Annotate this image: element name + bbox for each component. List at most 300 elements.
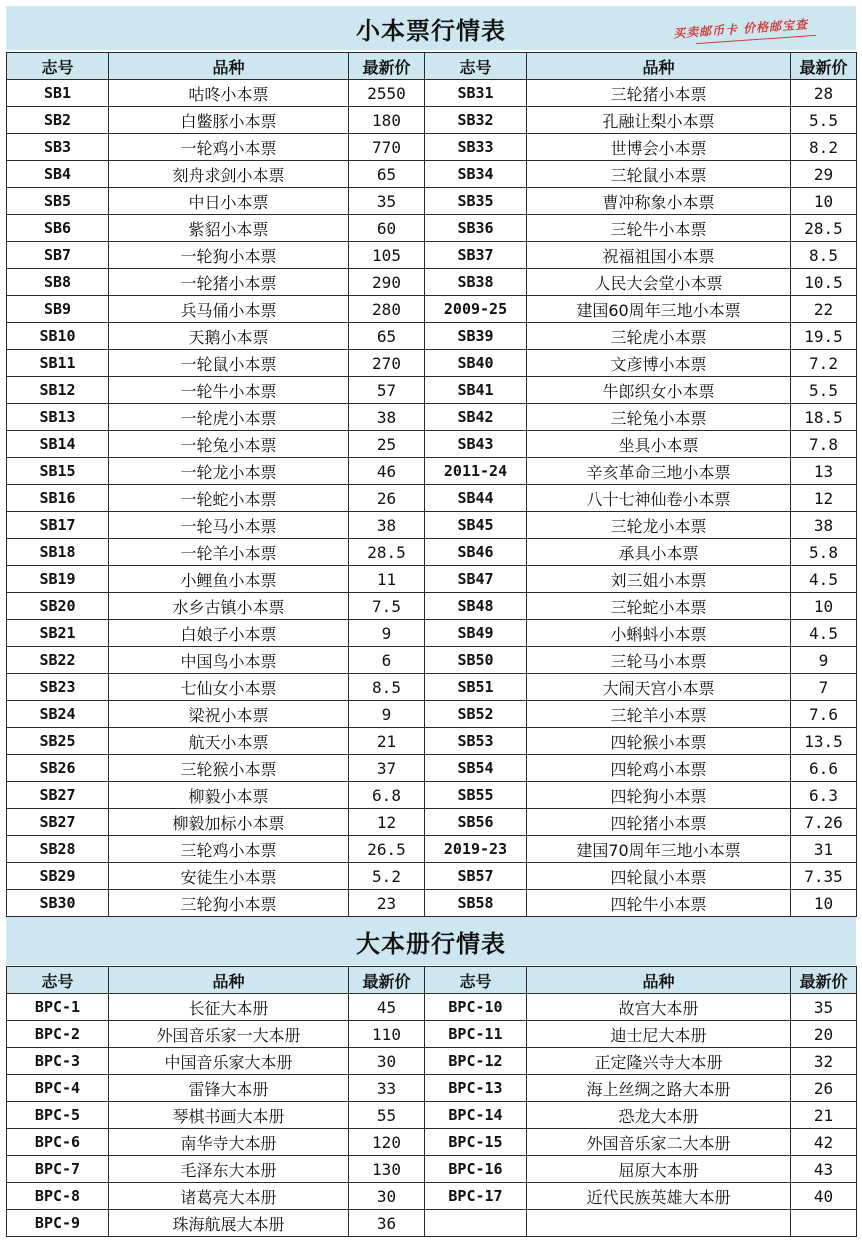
small-sheet-cell-price: 8.2 xyxy=(791,134,857,161)
small-sheet-table-row xyxy=(7,728,857,755)
small-sheet-cell-name: 三轮羊小本票 xyxy=(527,701,791,728)
small-sheet-cell-code: SB10 xyxy=(7,323,109,350)
small-sheet-cell-code: SB9 xyxy=(7,296,109,323)
small-sheet-table-row xyxy=(7,809,857,836)
small-sheet-cell-price: 10 xyxy=(791,188,857,215)
small-sheet-cell-name: 三轮鼠小本票 xyxy=(527,161,791,188)
booklet-table xyxy=(6,966,857,1237)
small-sheet-cell-name: 柳毅小本票 xyxy=(109,782,349,809)
booklet-cell-name: 琴棋书画大本册 xyxy=(109,1102,349,1129)
small-sheet-cell-code: SB42 xyxy=(425,404,527,431)
small-sheet-cell-code: SB21 xyxy=(7,620,109,647)
small-sheet-cell-name: 航天小本票 xyxy=(109,728,349,755)
small-sheet-cell-code: SB6 xyxy=(7,215,109,242)
small-sheet-cell-code: SB7 xyxy=(7,242,109,269)
small-sheet-cell-price: 4.5 xyxy=(791,620,857,647)
small-sheet-cell-price: 11 xyxy=(349,566,425,593)
small-sheet-cell-name: 曹冲称象小本票 xyxy=(527,188,791,215)
small-sheet-cell-price: 13.5 xyxy=(791,728,857,755)
booklet-cell-name: 珠海航展大本册 xyxy=(109,1210,349,1237)
booklet-cell-code: BPC-14 xyxy=(425,1102,527,1129)
small-sheet-table-row xyxy=(7,539,857,566)
small-sheet-table-row xyxy=(7,701,857,728)
small-sheet-cell-code: SB22 xyxy=(7,647,109,674)
booklet-cell-code: BPC-15 xyxy=(425,1129,527,1156)
small-sheet-table-row xyxy=(7,242,857,269)
small-sheet-cell-price: 7.8 xyxy=(791,431,857,458)
small-sheet-table-row xyxy=(7,836,857,863)
small-sheet-cell-name: 三轮虎小本票 xyxy=(527,323,791,350)
small-sheet-cell-code: SB46 xyxy=(425,539,527,566)
small-sheet-cell-code: SB55 xyxy=(425,782,527,809)
booklet-header-cell: 品种 xyxy=(527,967,791,994)
small-sheet-cell-code: SB51 xyxy=(425,674,527,701)
booklet-cell-price: 120 xyxy=(349,1129,425,1156)
small-sheet-cell-name: 小蝌蚪小本票 xyxy=(527,620,791,647)
small-sheet-table-row xyxy=(7,674,857,701)
small-sheet-cell-price: 28.5 xyxy=(791,215,857,242)
small-sheet-cell-code: SB23 xyxy=(7,674,109,701)
small-sheet-cell-code: SB54 xyxy=(425,755,527,782)
small-sheet-cell-code: SB30 xyxy=(7,890,109,917)
small-sheet-header-cell: 最新价 xyxy=(791,53,857,80)
small-sheet-cell-code: SB17 xyxy=(7,512,109,539)
small-sheet-table-row xyxy=(7,404,857,431)
small-sheet-cell-price: 28 xyxy=(791,80,857,107)
small-sheet-cell-price: 7.5 xyxy=(349,593,425,620)
small-sheet-cell-name: 建国70周年三地小本票 xyxy=(527,836,791,863)
small-sheet-cell-name: 孔融让梨小本票 xyxy=(527,107,791,134)
small-sheet-cell-code: SB4 xyxy=(7,161,109,188)
small-sheet-cell-code: SB49 xyxy=(425,620,527,647)
small-sheet-cell-name: 一轮马小本票 xyxy=(109,512,349,539)
small-sheet-cell-name: 白娘子小本票 xyxy=(109,620,349,647)
booklet-cell-price: 110 xyxy=(349,1021,425,1048)
small-sheet-cell-code: SB32 xyxy=(425,107,527,134)
booklet-table-row xyxy=(7,994,857,1021)
small-sheet-cell-price: 5.5 xyxy=(791,377,857,404)
small-sheet-cell-code: SB8 xyxy=(7,269,109,296)
small-sheet-cell-price: 2550 xyxy=(349,80,425,107)
small-sheet-cell-name: 柳毅加标小本票 xyxy=(109,809,349,836)
small-sheet-cell-name: 八十七神仙卷小本票 xyxy=(527,485,791,512)
booklet-header-cell: 志号 xyxy=(425,967,527,994)
booklet-table-row xyxy=(7,1156,857,1183)
small-sheet-table-row xyxy=(7,296,857,323)
small-sheet-cell-code: SB37 xyxy=(425,242,527,269)
small-sheet-cell-price: 22 xyxy=(791,296,857,323)
small-sheet-cell-price: 38 xyxy=(349,404,425,431)
small-sheet-cell-code: SB27 xyxy=(7,809,109,836)
small-sheet-cell-price: 28.5 xyxy=(349,539,425,566)
booklet-table-row xyxy=(7,1048,857,1075)
small-sheet-cell-price: 5.8 xyxy=(791,539,857,566)
small-sheet-cell-code: SB35 xyxy=(425,188,527,215)
small-sheet-cell-price: 5.5 xyxy=(791,107,857,134)
small-sheet-table-row xyxy=(7,485,857,512)
booklet-cell-price: 42 xyxy=(791,1129,857,1156)
small-sheet-cell-price: 6.8 xyxy=(349,782,425,809)
booklet-table-row xyxy=(7,1102,857,1129)
small-sheet-cell-name: 一轮猪小本票 xyxy=(109,269,349,296)
booklet-cell-code: BPC-7 xyxy=(7,1156,109,1183)
small-sheet-cell-price: 105 xyxy=(349,242,425,269)
small-sheet-cell-code: SB56 xyxy=(425,809,527,836)
watermark-text: 买卖邮币卡 价格邮宝查 xyxy=(672,17,809,41)
booklet-cell-code: BPC-9 xyxy=(7,1210,109,1237)
small-sheet-cell-price: 25 xyxy=(349,431,425,458)
small-sheet-cell-price: 8.5 xyxy=(791,242,857,269)
small-sheet-cell-price: 57 xyxy=(349,377,425,404)
small-sheet-cell-price: 19.5 xyxy=(791,323,857,350)
booklet-header-cell: 志号 xyxy=(7,967,109,994)
small-sheet-cell-code: SB39 xyxy=(425,323,527,350)
small-sheet-cell-code: SB52 xyxy=(425,701,527,728)
small-sheet-cell-name: 文彦博小本票 xyxy=(527,350,791,377)
small-sheet-cell-name: 中日小本票 xyxy=(109,188,349,215)
booklet-cell-name: 外国音乐家一大本册 xyxy=(109,1021,349,1048)
small-sheet-cell-name: 辛亥革命三地小本票 xyxy=(527,458,791,485)
booklet-cell-price: 32 xyxy=(791,1048,857,1075)
small-sheet-table-row xyxy=(7,350,857,377)
small-sheet-cell-name: 四轮鸡小本票 xyxy=(527,755,791,782)
small-sheet-cell-name: 一轮狗小本票 xyxy=(109,242,349,269)
small-sheet-cell-price: 7.35 xyxy=(791,863,857,890)
booklet-cell-price: 43 xyxy=(791,1156,857,1183)
small-sheet-cell-price: 46 xyxy=(349,458,425,485)
small-sheet-cell-code: SB24 xyxy=(7,701,109,728)
small-sheet-table-row xyxy=(7,134,857,161)
small-sheet-cell-price: 9 xyxy=(349,620,425,647)
small-sheet-cell-price: 37 xyxy=(349,755,425,782)
small-sheet-cell-code: SB38 xyxy=(425,269,527,296)
small-sheet-cell-name: 三轮牛小本票 xyxy=(527,215,791,242)
booklet-header-row xyxy=(7,967,857,994)
small-sheet-cell-name: 一轮羊小本票 xyxy=(109,539,349,566)
small-sheet-cell-name: 七仙女小本票 xyxy=(109,674,349,701)
small-sheet-table-row xyxy=(7,782,857,809)
booklet-header-cell: 最新价 xyxy=(349,967,425,994)
small-sheet-table-row xyxy=(7,890,857,917)
small-sheet-table-row xyxy=(7,377,857,404)
small-sheet-cell-code: SB15 xyxy=(7,458,109,485)
small-sheet-cell-code: SB25 xyxy=(7,728,109,755)
booklet-cell-name: 故宫大本册 xyxy=(527,994,791,1021)
small-sheet-header-cell: 品种 xyxy=(527,53,791,80)
small-sheet-cell-code: 2011-24 xyxy=(425,458,527,485)
small-sheet-cell-name: 三轮猪小本票 xyxy=(527,80,791,107)
small-sheet-cell-code: SB41 xyxy=(425,377,527,404)
small-sheet-cell-name: 一轮鼠小本票 xyxy=(109,350,349,377)
small-sheet-cell-code: SB16 xyxy=(7,485,109,512)
small-sheet-cell-price: 6 xyxy=(349,647,425,674)
small-sheet-cell-code: SB47 xyxy=(425,566,527,593)
booklet-cell-name: 中国音乐家大本册 xyxy=(109,1048,349,1075)
small-sheet-cell-name: 一轮兔小本票 xyxy=(109,431,349,458)
small-sheet-cell-name: 一轮虎小本票 xyxy=(109,404,349,431)
booklet-cell-code: BPC-16 xyxy=(425,1156,527,1183)
small-sheet-cell-price: 10 xyxy=(791,890,857,917)
booklet-cell-name: 毛泽东大本册 xyxy=(109,1156,349,1183)
booklet-cell-code xyxy=(425,1210,527,1237)
small-sheet-table-row xyxy=(7,566,857,593)
booklet-table-row xyxy=(7,1021,857,1048)
small-sheet-table-row xyxy=(7,755,857,782)
small-sheet-cell-name: 坐具小本票 xyxy=(527,431,791,458)
small-sheet-cell-code: SB11 xyxy=(7,350,109,377)
small-sheet-table-row xyxy=(7,323,857,350)
small-sheet-cell-price: 12 xyxy=(791,485,857,512)
small-sheet-cell-name: 四轮鼠小本票 xyxy=(527,863,791,890)
small-sheet-cell-code: SB26 xyxy=(7,755,109,782)
booklet-cell-price: 30 xyxy=(349,1048,425,1075)
booklet-cell-name: 屈原大本册 xyxy=(527,1156,791,1183)
small-sheet-cell-name: 中国鸟小本票 xyxy=(109,647,349,674)
small-sheet-cell-price: 9 xyxy=(791,647,857,674)
booklet-title: 大本册行情表 xyxy=(356,929,506,958)
booklet-cell-code: BPC-5 xyxy=(7,1102,109,1129)
small-sheet-cell-code: SB58 xyxy=(425,890,527,917)
booklet-cell-price: 55 xyxy=(349,1102,425,1129)
booklet-cell-price: 130 xyxy=(349,1156,425,1183)
small-sheet-cell-price: 38 xyxy=(791,512,857,539)
small-sheet-cell-price: 180 xyxy=(349,107,425,134)
small-sheet-cell-code: SB1 xyxy=(7,80,109,107)
small-sheet-cell-name: 一轮鸡小本票 xyxy=(109,134,349,161)
small-sheet-cell-name: 安徒生小本票 xyxy=(109,863,349,890)
booklet-cell-price: 40 xyxy=(791,1183,857,1210)
small-sheet-table-row xyxy=(7,512,857,539)
small-sheet-cell-name: 天鹅小本票 xyxy=(109,323,349,350)
booklet-cell-name: 近代民族英雄大本册 xyxy=(527,1183,791,1210)
small-sheet-cell-name: 水乡古镇小本票 xyxy=(109,593,349,620)
small-sheet-table-row xyxy=(7,863,857,890)
small-sheet-cell-price: 8.5 xyxy=(349,674,425,701)
booklet-cell-name: 外国音乐家二大本册 xyxy=(527,1129,791,1156)
small-sheet-cell-name: 三轮兔小本票 xyxy=(527,404,791,431)
booklet-header-cell: 最新价 xyxy=(791,967,857,994)
booklet-cell-name: 正定隆兴寺大本册 xyxy=(527,1048,791,1075)
booklet-table-row xyxy=(7,1183,857,1210)
small-sheet-table-row xyxy=(7,458,857,485)
booklet-cell-price: 20 xyxy=(791,1021,857,1048)
booklet-table-row xyxy=(7,1210,857,1237)
small-sheet-cell-price: 10.5 xyxy=(791,269,857,296)
small-sheet-cell-price: 7.6 xyxy=(791,701,857,728)
booklet-cell-name: 海上丝绸之路大本册 xyxy=(527,1075,791,1102)
small-sheet-cell-code: SB34 xyxy=(425,161,527,188)
small-sheet-cell-name: 世博会小本票 xyxy=(527,134,791,161)
small-sheet-cell-name: 三轮马小本票 xyxy=(527,647,791,674)
booklet-cell-code: BPC-13 xyxy=(425,1075,527,1102)
small-sheet-cell-price: 21 xyxy=(349,728,425,755)
small-sheet-cell-code: SB20 xyxy=(7,593,109,620)
small-sheet-cell-code: SB31 xyxy=(425,80,527,107)
booklet-cell-code: BPC-11 xyxy=(425,1021,527,1048)
small-sheet-table-row xyxy=(7,620,857,647)
small-sheet-cell-price: 18.5 xyxy=(791,404,857,431)
booklet-cell-name: 雷锋大本册 xyxy=(109,1075,349,1102)
booklet-cell-price: 30 xyxy=(349,1183,425,1210)
small-sheet-cell-price: 31 xyxy=(791,836,857,863)
booklet-cell-name: 长征大本册 xyxy=(109,994,349,1021)
booklet-cell-code: BPC-8 xyxy=(7,1183,109,1210)
small-sheet-cell-name: 白鳖豚小本票 xyxy=(109,107,349,134)
small-sheet-header-cell: 品种 xyxy=(109,53,349,80)
small-sheet-cell-name: 四轮牛小本票 xyxy=(527,890,791,917)
small-sheet-cell-name: 三轮鸡小本票 xyxy=(109,836,349,863)
booklet-cell-name: 迪士尼大本册 xyxy=(527,1021,791,1048)
booklet-cell-code: BPC-4 xyxy=(7,1075,109,1102)
small-sheet-table-row xyxy=(7,593,857,620)
small-sheet-cell-name: 刻舟求剑小本票 xyxy=(109,161,349,188)
booklet-cell-code: BPC-12 xyxy=(425,1048,527,1075)
small-sheet-cell-code: SB50 xyxy=(425,647,527,674)
small-sheet-cell-price: 12 xyxy=(349,809,425,836)
booklet-cell-price: 36 xyxy=(349,1210,425,1237)
booklet-table-row xyxy=(7,1129,857,1156)
small-sheet-table-row xyxy=(7,431,857,458)
small-sheet-table-row xyxy=(7,269,857,296)
small-sheet-cell-name: 梁祝小本票 xyxy=(109,701,349,728)
small-sheet-table-row xyxy=(7,80,857,107)
small-sheet-cell-code: SB19 xyxy=(7,566,109,593)
small-sheet-cell-price: 7.26 xyxy=(791,809,857,836)
small-sheet-cell-code: SB29 xyxy=(7,863,109,890)
small-sheet-cell-name: 咕咚小本票 xyxy=(109,80,349,107)
small-sheet-cell-name: 三轮狗小本票 xyxy=(109,890,349,917)
small-sheet-cell-name: 刘三姐小本票 xyxy=(527,566,791,593)
small-sheet-cell-name: 四轮狗小本票 xyxy=(527,782,791,809)
booklet-cell-code: BPC-17 xyxy=(425,1183,527,1210)
small-sheet-cell-price: 270 xyxy=(349,350,425,377)
small-sheet-table-row xyxy=(7,107,857,134)
booklet-cell-name: 恐龙大本册 xyxy=(527,1102,791,1129)
small-sheet-cell-name: 小鲤鱼小本票 xyxy=(109,566,349,593)
booklet-table-row xyxy=(7,1075,857,1102)
small-sheet-cell-price: 26 xyxy=(349,485,425,512)
small-sheet-cell-code: SB28 xyxy=(7,836,109,863)
booklet-cell-code: BPC-10 xyxy=(425,994,527,1021)
small-sheet-cell-code: SB3 xyxy=(7,134,109,161)
small-sheet-cell-code: 2009-25 xyxy=(425,296,527,323)
booklet-cell-price xyxy=(791,1210,857,1237)
small-sheet-cell-price: 13 xyxy=(791,458,857,485)
small-sheet-cell-name: 牛郎织女小本票 xyxy=(527,377,791,404)
small-sheet-table-row xyxy=(7,647,857,674)
small-sheet-cell-code: 2019-23 xyxy=(425,836,527,863)
small-sheet-cell-price: 290 xyxy=(349,269,425,296)
small-sheet-cell-code: SB27 xyxy=(7,782,109,809)
small-sheet-cell-name: 祝福祖国小本票 xyxy=(527,242,791,269)
small-sheet-table-row xyxy=(7,215,857,242)
small-sheet-cell-price: 7 xyxy=(791,674,857,701)
small-sheet-cell-code: SB5 xyxy=(7,188,109,215)
small-sheet-cell-price: 10 xyxy=(791,593,857,620)
small-sheet-cell-code: SB57 xyxy=(425,863,527,890)
small-sheet-cell-price: 65 xyxy=(349,323,425,350)
booklet-cell-name: 诸葛亮大本册 xyxy=(109,1183,349,1210)
small-sheet-cell-name: 大闹天宫小本票 xyxy=(527,674,791,701)
small-sheet-cell-price: 38 xyxy=(349,512,425,539)
booklet-cell-price: 33 xyxy=(349,1075,425,1102)
small-sheet-cell-code: SB40 xyxy=(425,350,527,377)
booklet-cell-code: BPC-2 xyxy=(7,1021,109,1048)
small-sheet-cell-price: 7.2 xyxy=(791,350,857,377)
small-sheet-cell-price: 770 xyxy=(349,134,425,161)
small-sheet-cell-code: SB13 xyxy=(7,404,109,431)
booklet-cell-price: 21 xyxy=(791,1102,857,1129)
small-sheet-cell-price: 6.3 xyxy=(791,782,857,809)
small-sheet-header-cell: 志号 xyxy=(7,53,109,80)
small-sheet-cell-name: 承具小本票 xyxy=(527,539,791,566)
small-sheet-cell-price: 9 xyxy=(349,701,425,728)
small-sheet-cell-code: SB43 xyxy=(425,431,527,458)
small-sheet-cell-name: 四轮猴小本票 xyxy=(527,728,791,755)
booklet-cell-code: BPC-1 xyxy=(7,994,109,1021)
booklet-cell-code: BPC-6 xyxy=(7,1129,109,1156)
small-sheet-table-row xyxy=(7,188,857,215)
small-sheet-cell-name: 一轮龙小本票 xyxy=(109,458,349,485)
small-sheet-cell-code: SB2 xyxy=(7,107,109,134)
booklet-cell-price: 35 xyxy=(791,994,857,1021)
booklet-cell-name: 南华寺大本册 xyxy=(109,1129,349,1156)
small-sheet-cell-price: 5.2 xyxy=(349,863,425,890)
small-sheet-title: 小本票行情表 xyxy=(356,16,506,45)
small-sheet-cell-code: SB44 xyxy=(425,485,527,512)
small-sheet-cell-name: 兵马俑小本票 xyxy=(109,296,349,323)
small-sheet-cell-price: 23 xyxy=(349,890,425,917)
small-sheet-cell-price: 4.5 xyxy=(791,566,857,593)
small-sheet-title-band xyxy=(6,6,856,50)
small-sheet-cell-price: 280 xyxy=(349,296,425,323)
small-sheet-cell-code: SB12 xyxy=(7,377,109,404)
small-sheet-cell-name: 人民大会堂小本票 xyxy=(527,269,791,296)
small-sheet-cell-price: 60 xyxy=(349,215,425,242)
small-sheet-table-row xyxy=(7,161,857,188)
small-sheet-cell-name: 一轮蛇小本票 xyxy=(109,485,349,512)
small-sheet-cell-name: 三轮蛇小本票 xyxy=(527,593,791,620)
small-sheet-table xyxy=(6,52,857,917)
small-sheet-cell-name: 紫貂小本票 xyxy=(109,215,349,242)
booklet-cell-code: BPC-3 xyxy=(7,1048,109,1075)
small-sheet-header-cell: 最新价 xyxy=(349,53,425,80)
small-sheet-cell-price: 26.5 xyxy=(349,836,425,863)
booklet-cell-name xyxy=(527,1210,791,1237)
booklet-title-band xyxy=(6,917,856,965)
small-sheet-cell-code: SB48 xyxy=(425,593,527,620)
small-sheet-cell-price: 35 xyxy=(349,188,425,215)
booklet-cell-price: 26 xyxy=(791,1075,857,1102)
small-sheet-header-cell: 志号 xyxy=(425,53,527,80)
small-sheet-cell-price: 6.6 xyxy=(791,755,857,782)
small-sheet-cell-name: 一轮牛小本票 xyxy=(109,377,349,404)
small-sheet-cell-code: SB53 xyxy=(425,728,527,755)
small-sheet-cell-name: 三轮猴小本票 xyxy=(109,755,349,782)
small-sheet-cell-name: 三轮龙小本票 xyxy=(527,512,791,539)
small-sheet-cell-code: SB33 xyxy=(425,134,527,161)
small-sheet-cell-code: SB45 xyxy=(425,512,527,539)
booklet-header-cell: 品种 xyxy=(109,967,349,994)
small-sheet-cell-price: 65 xyxy=(349,161,425,188)
small-sheet-cell-code: SB14 xyxy=(7,431,109,458)
small-sheet-cell-name: 建国60周年三地小本票 xyxy=(527,296,791,323)
booklet-cell-price: 45 xyxy=(349,994,425,1021)
small-sheet-cell-price: 29 xyxy=(791,161,857,188)
small-sheet-cell-code: SB36 xyxy=(425,215,527,242)
small-sheet-cell-name: 四轮猪小本票 xyxy=(527,809,791,836)
small-sheet-header-row xyxy=(7,53,857,80)
